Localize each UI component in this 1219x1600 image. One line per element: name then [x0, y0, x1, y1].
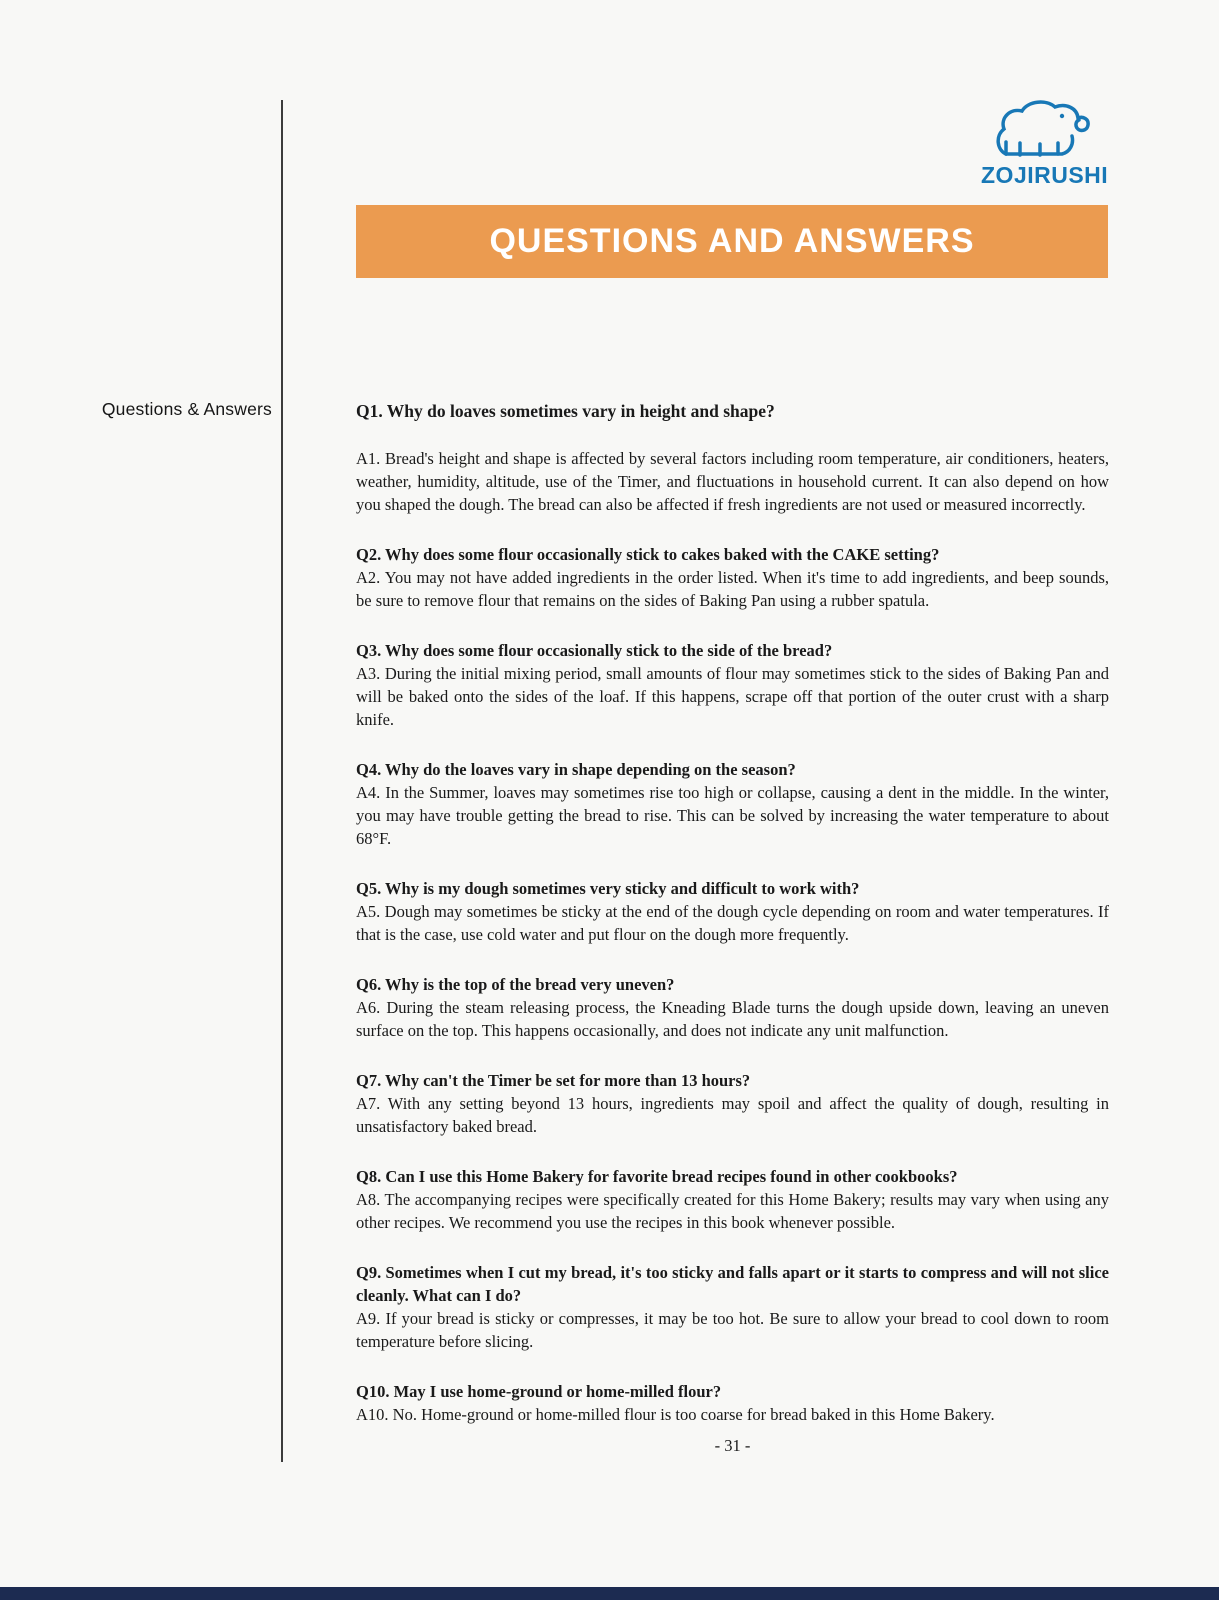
page-number: - 31 -: [714, 1436, 751, 1455]
qa-item: [356, 1380, 1109, 1426]
answer-text: A6. During the steam releasing process, the Kneading Blade turns the dough upside down, leaving an uneven surface on the top. This happens occasionally, and does not indicate any unit malfunction.: [356, 998, 1109, 1040]
question-text: Q6. Why is the top of the bread very uneven?: [356, 975, 675, 994]
answer-text: A3. During the initial mixing period, small amounts of flour may sometimes stick to the sides of Baking Pan and will be baked onto the sides of the loaf. If this happens, scrape off that portion of the outer crust with a sharp knife.: [356, 664, 1109, 729]
qa-item: [356, 877, 1109, 946]
question-text: Q2. Why does some flour occasionally stick to cakes baked with the CAKE setting?: [356, 545, 940, 564]
answer-text: A5. Dough may sometimes be sticky at the end of the dough cycle depending on room and water temperatures. If that is the case, use cold water and put flour on the dough more frequently.: [356, 902, 1109, 944]
answer-text: A7. With any setting beyond 13 hours, ingredients may spoil and affect the quality of dough, resulting in unsatisfactory baked bread.: [356, 1094, 1109, 1136]
elephant-icon: [981, 98, 1107, 160]
answer-text: A8. The accompanying recipes were specifically created for this Home Bakery; results may vary when using any other recipes. We recommend you use the recipes in this book whenever possible.: [356, 1190, 1109, 1232]
zojirushi-logo: [981, 98, 1107, 189]
page-title: QUESTIONS AND ANSWERS: [489, 222, 975, 260]
question-text: Q4. Why do the loaves vary in shape depending on the season?: [356, 760, 796, 779]
answer-text: A1. Bread's height and shape is affected by several factors including room temperature, air conditioners, heaters, weather, humidity, altitude, use of the Timer, and fluctuations in household current. It can also depend on how you shaped the dough. The bread can also be affected if fresh ingredients are not used or measured incorrectly.: [356, 449, 1109, 514]
answer-text: A9. If your bread is sticky or compresses, it may be too hot. Be sure to allow your bread to cool down to room temperature before slicing.: [356, 1309, 1109, 1351]
question-text: Q3. Why does some flour occasionally stick to the side of the bread?: [356, 641, 833, 660]
question-text: Q9. Sometimes when I cut my bread, it's too sticky and falls apart or it starts to compress and will not slice cleanly. What can I do?: [356, 1263, 1109, 1305]
question-text: Q7. Why can't the Timer be set for more than 13 hours?: [356, 1071, 751, 1090]
qa-item: [356, 1069, 1109, 1138]
qa-item: [356, 1165, 1109, 1234]
question-text: Q10. May I use home-ground or home-milled flour?: [356, 1382, 722, 1401]
sidebar-divider-line: [281, 100, 283, 1462]
logo-wordmark: ZOJIRUSHI: [981, 162, 1109, 188]
question-text: Q8. Can I use this Home Bakery for favorite bread recipes found in other cookbooks?: [356, 1167, 958, 1186]
question-text: Q5. Why is my dough sometimes very sticky and difficult to work with?: [356, 879, 860, 898]
answer-text: A10. No. Home-ground or home-milled flour is too coarse for bread baked in this Home Bakery.: [356, 1405, 995, 1424]
qa-item: [356, 400, 1109, 516]
answer-text: A2. You may not have added ingredients in the order listed. When it's time to add ingredients, and beep sounds, be sure to remove flour that remains on the sides of Baking Pan using a rubber spatula.: [356, 568, 1109, 610]
qa-item: [356, 973, 1109, 1042]
qa-item: [356, 543, 1109, 612]
qa-content: [356, 400, 1109, 1453]
qa-item: [356, 639, 1109, 731]
page-title-banner: [356, 205, 1108, 278]
sidebar-section-label: Questions & Answers: [101, 399, 272, 419]
question-text: Q1. Why do loaves sometimes vary in height and shape?: [356, 401, 775, 421]
qa-item: [356, 1261, 1109, 1353]
qa-item: [356, 758, 1109, 850]
footer-bar: [0, 1587, 1219, 1600]
answer-text: A4. In the Summer, loaves may sometimes rise too high or collapse, causing a dent in the middle. In the winter, you may have trouble getting the bread to rise. This can be solved by increasing the water temperature to about 68°F.: [356, 783, 1109, 848]
